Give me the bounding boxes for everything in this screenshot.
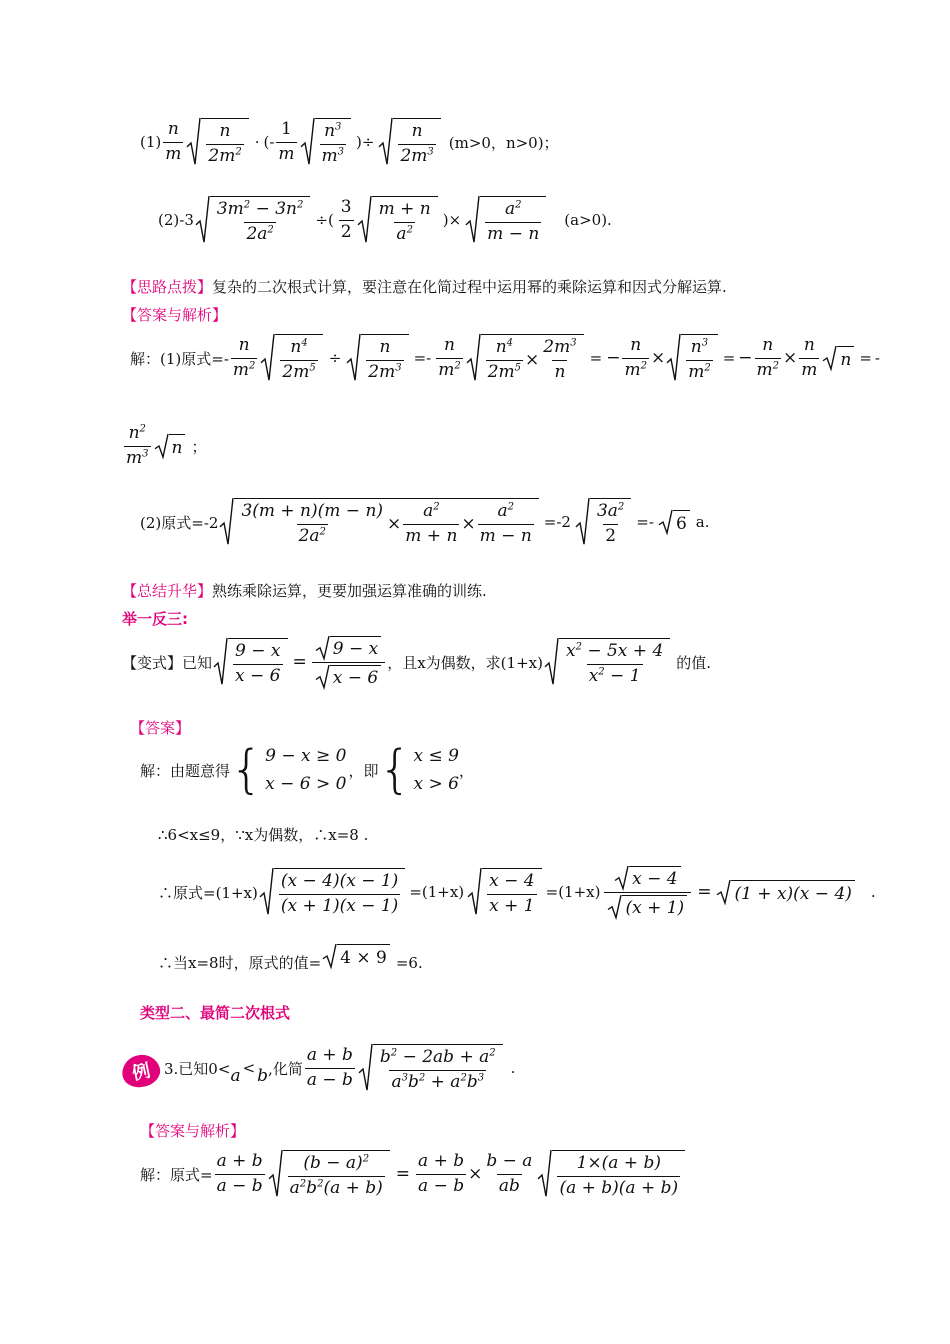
summary-line xyxy=(122,580,487,601)
radical: 6 xyxy=(659,510,690,534)
radical: $\frac{n^3}{m^2}$ xyxy=(667,334,718,382)
hint-text: 复杂的二次根式计算，要注意在化简过程中运用幂的乘除运算和因式分解运算. xyxy=(212,278,727,296)
radical: $\frac{a^2}{m - n}$ xyxy=(466,196,546,244)
answer2-label-line xyxy=(130,717,190,738)
brace-icon: { xyxy=(230,740,264,800)
solution-1-continued: $\frac{n^2}{m^3}$ n ； xyxy=(126,423,207,468)
radical: $\frac{(b - a)^2}{a^2b^2(a + b)}$ xyxy=(269,1150,390,1198)
radical: $\frac{x^2 - 5x + 4}{x^2 - 1}$ xyxy=(545,638,670,686)
problem-2-label: (2)-3 xyxy=(158,211,194,230)
fraction: $\frac{9 - x}{x - 6}$ xyxy=(312,636,385,688)
fraction: $\frac{b - a}{ab}$ xyxy=(486,1151,533,1196)
summary-label: 【总结升华】 xyxy=(122,582,213,600)
radical: n xyxy=(823,346,854,370)
fraction: $\frac{n}{m}$ xyxy=(165,119,182,164)
radical: $\frac{b^2 - 2ab + a^2}{a^3b^2 + a^2b^3}$ xyxy=(359,1044,503,1092)
example-3-line: 3.已知0< a < b ,化简 $\frac{a + b}{a - b}$ $\frac{b^2 - 2ab + a^2}{a^3b^2 + a^2b^3}$ . xyxy=(164,1045,516,1092)
radical: $\frac{m + n}{a^2}$ xyxy=(358,196,438,244)
answer2-line-4: ∴当x=8时，原式的值= 4 × 9 =6. xyxy=(158,952,423,973)
radical: $\frac{n^4}{2m^5}$ × $\frac{2m^3}{n}$ xyxy=(467,334,584,382)
radical: n xyxy=(155,434,186,458)
practice-heading-line xyxy=(122,608,188,629)
problem-line-1 xyxy=(140,118,559,166)
answer1-label-line xyxy=(122,304,227,325)
problem-1-label: (1) xyxy=(140,133,162,152)
radical: $\frac{x - 4}{x + 1}$ xyxy=(468,868,541,916)
fraction: $\frac{a + b}{a - b}$ xyxy=(216,1151,263,1196)
radical: $\frac{n}{2m^3}$ xyxy=(379,118,440,166)
inequality-system: { 9 − x ≥ 0 x − 6 > 0 xyxy=(230,740,347,800)
fraction: $\frac{a + b}{a - b}$ xyxy=(418,1151,465,1196)
variant-line: 【变式】 已知 $\frac{9 - x}{x - 6}$ = $\frac{9 - x}{x - 6}$ ，且x为偶数，求(1+x) $\frac{x^2 - 5x + 4}{x^2 - 1}$ 的值. xyxy=(122,636,711,688)
answer-label: 【答案与解析】 xyxy=(140,1122,246,1140)
radical: $\frac{n^3}{m^3}$ xyxy=(301,118,352,166)
fraction: $\frac{x - 4}{(x + 1)}$ xyxy=(604,866,691,918)
condition-2: (a>0). xyxy=(564,211,612,230)
radical: 4 × 9 xyxy=(323,944,390,968)
type2-heading: 类型二、最简二次根式 xyxy=(140,1004,291,1022)
radical: $\frac{n}{2m^2}$ xyxy=(187,118,248,166)
answer2-system-line: 解：由题意得 { 9 − x ≥ 0 x − 6 > 0 ，即 { x ≤ 9 x > 6 ， xyxy=(140,740,475,800)
fraction: $\frac{3}{2}$ xyxy=(340,197,352,242)
practice-heading: 举一反三: xyxy=(122,610,188,628)
div-open: ÷( xyxy=(315,211,334,230)
fraction: $\frac{1}{m}$ xyxy=(278,119,295,164)
open-paren: (- xyxy=(263,133,275,152)
answer3-label-line xyxy=(140,1120,245,1141)
radical: $\frac{n^4}{2m^5}$ xyxy=(261,334,322,382)
answer-label: 【答案与解析】 xyxy=(122,306,228,324)
radical: $\frac{1\times(a + b)}{(a + b)(a + b)}$ xyxy=(538,1150,685,1198)
radical: (1 + x)(x − 4) xyxy=(717,880,854,904)
answer-label: 【答案】 xyxy=(130,719,191,737)
condition-1: (m>0，n>0)； xyxy=(448,133,559,152)
solution-2-prefix: (2)原式=-2 xyxy=(140,513,219,532)
example-badge-icon: 例 xyxy=(119,1051,163,1090)
variant-label: 【变式】 xyxy=(122,653,183,672)
radical: $\frac{n}{2m^3}$ xyxy=(347,334,408,382)
inequality-system: { x ≤ 9 x > 6 xyxy=(378,740,460,800)
radical: $\frac{3(m + n)(m - n)}{2a^2}$ × $\frac{a^2}{m + n}$ × $\frac{a^2}{m - n}$ xyxy=(220,498,538,546)
solution-1-line: 解：(1)原式=- $\frac{n}{m^2}$ $\frac{n^4}{2m^5}$ ÷ $\frac{n}{2m^3}$ =- $\frac{n}{m^2}$ $\frac{n^4}{2m^5}$ × $\frac{2m^3}{n}$ = − $\frac{n}{m^2}$ × $\frac{n^3}{m^2}$ = − $\frac{n}{m^2}$ × $\frac{n}{m}$ n = - xyxy=(130,335,880,382)
close-div: )÷ xyxy=(356,133,375,152)
fraction: $\frac{a + b}{a - b}$ xyxy=(306,1045,353,1090)
solution-2-line: (2)原式=-2 $\frac{3(m + n)(m - n)}{2a^2}$ × $\frac{a^2}{m + n}$ × $\frac{a^2}{m - n}$ =-2 $\frac{3a^2}{2}$ =- 6 a. xyxy=(140,498,709,546)
dot-operator: · xyxy=(254,133,260,152)
brace-icon: { xyxy=(378,740,412,800)
radical: $\frac{9 - x}{x - 6}$ xyxy=(214,638,287,686)
hint-line xyxy=(122,276,727,297)
radical: $\frac{(x - 4)(x - 1)}{(x + 1)(x - 1)}$ xyxy=(260,868,405,916)
problem-line-2 xyxy=(158,196,612,244)
answer3-line: 解：原式= $\frac{a + b}{a - b}$ $\frac{(b - a)^2}{a^2b^2(a + b)}$ = $\frac{a + b}{a - b}$ × $\frac{b - a}{ab}$ $\frac{1\times(a + b)}{(a + b)(a + b)}$ xyxy=(140,1150,687,1198)
solution-1-prefix: 解：(1)原式=- xyxy=(130,349,229,368)
radical: $\frac{3a^2}{2}$ xyxy=(576,498,631,546)
type2-heading-line xyxy=(140,1002,290,1023)
answer2-line-2: ∴6<x≤9，∵x为偶数，∴x=8 . xyxy=(158,826,369,844)
radical: $\frac{3m^2 - 3n^2}{2a^2}$ xyxy=(196,196,311,244)
close-times: )× xyxy=(442,211,462,230)
hint-label: 【思路点拨】 xyxy=(122,278,213,296)
summary-text: 熟练乘除运算，更要加强运算准确的训练. xyxy=(212,582,487,600)
answer2-line-3: ∴原式=(1+x) $\frac{(x - 4)(x - 1)}{(x + 1)(x - 1)}$ =(1+x) $\frac{x - 4}{x + 1}$ =(1+x) $\frac{x - 4}{(x + 1)}$ = (1 + x)(x − 4) . xyxy=(158,866,876,918)
